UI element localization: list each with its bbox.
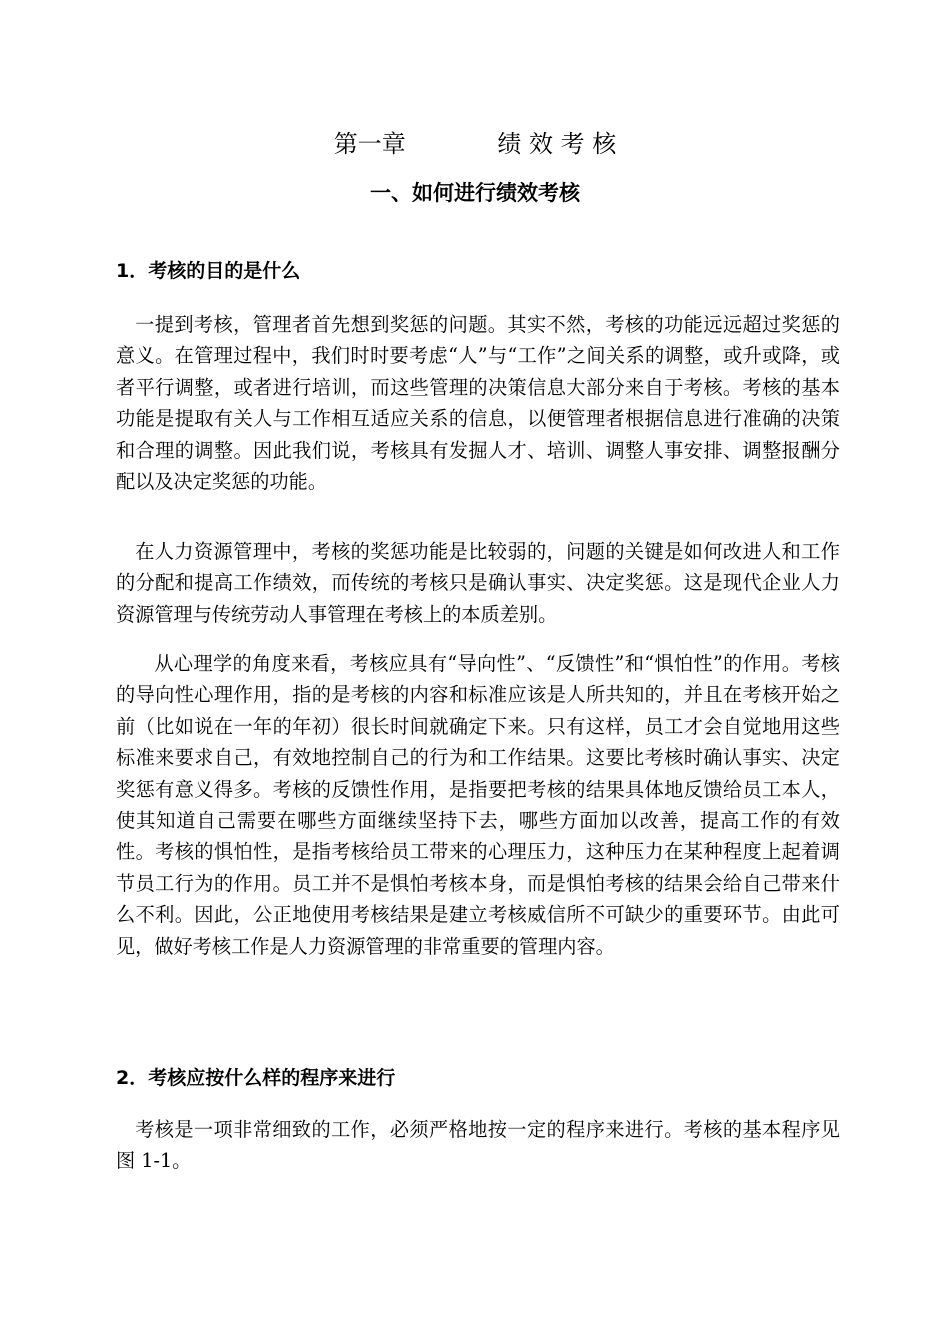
- heading-1: 1．考核的目的是什么: [116, 260, 301, 282]
- section-title: 一、如何进行绩效考核: [370, 181, 580, 205]
- paragraph-4: 考核是一项非常细致的工作，必须严格地按一定的程序来进行。考核的基本程序见图 1-1。: [116, 1118, 840, 1173]
- paragraph-1: 一提到考核，管理者首先想到奖惩的问题。其实不然，考核的功能远远超过奖惩的意义。在管理过程中，我们时时要考虑“人”与“工作”之间关系的调整，或升或降，或者平行调整，或者进行培训，而这些管理的决策信息大部分来自于考核。考核的基本功能是提取有关人与工作相互适应关系的信息，以便管理者根据信息进行准确的决策和合理的调整。因此我们说，考核具有发掘人才、培训、调整人事安排、调整报酬分配以及决定奖惩的功能。: [116, 313, 840, 494]
- heading-2: 2．考核应按什么样的程序来进行: [116, 1067, 396, 1089]
- chapter-title: 第一章 绩 效 考 核: [333, 130, 617, 158]
- paragraph-3: 从心理学的角度来看，考核应具有“导向性”、“反馈性”和“惧怕性”的作用。考核的导向性心理作用，指的是考核的内容和标准应该是人所共知的，并且在考核开始之前（比如说在一年的年初）很长时间就确定下来。只有这样，员工才会自觉地用这些标准来要求自己，有效地控制自己的行为和工作结果。这要比考核时确认事实、决定奖惩有意义得多。考核的反馈性作用，是指要把考核的结果具体地反馈给员工本人，使其知道自己需要在哪些方面继续坚持下去，哪些方面加以改善，提高工作的有效性。考核的惧怕性，是指考核给员工带来的心理压力，这种压力在某种程度上起着调节员工行为的作用。员工并不是惧怕考核本身，而是惧怕考核的结果会给自己带来什么不利。因此，公正地使用考核结果是建立考核威信所不可缺少的重要环节。由此可见，做好考核工作是人力资源管理的非常重要的管理内容。: [116, 652, 840, 958]
- paragraph-2: 在人力资源管理中，考核的奖惩功能是比较弱的，问题的关键是如何改进人和工作的分配和提高工作绩效，而传统的考核只是确认事实、决定奖惩。这是现代企业人力资源管理与传统劳动人事管理在考核上的本质差别。: [116, 540, 840, 626]
